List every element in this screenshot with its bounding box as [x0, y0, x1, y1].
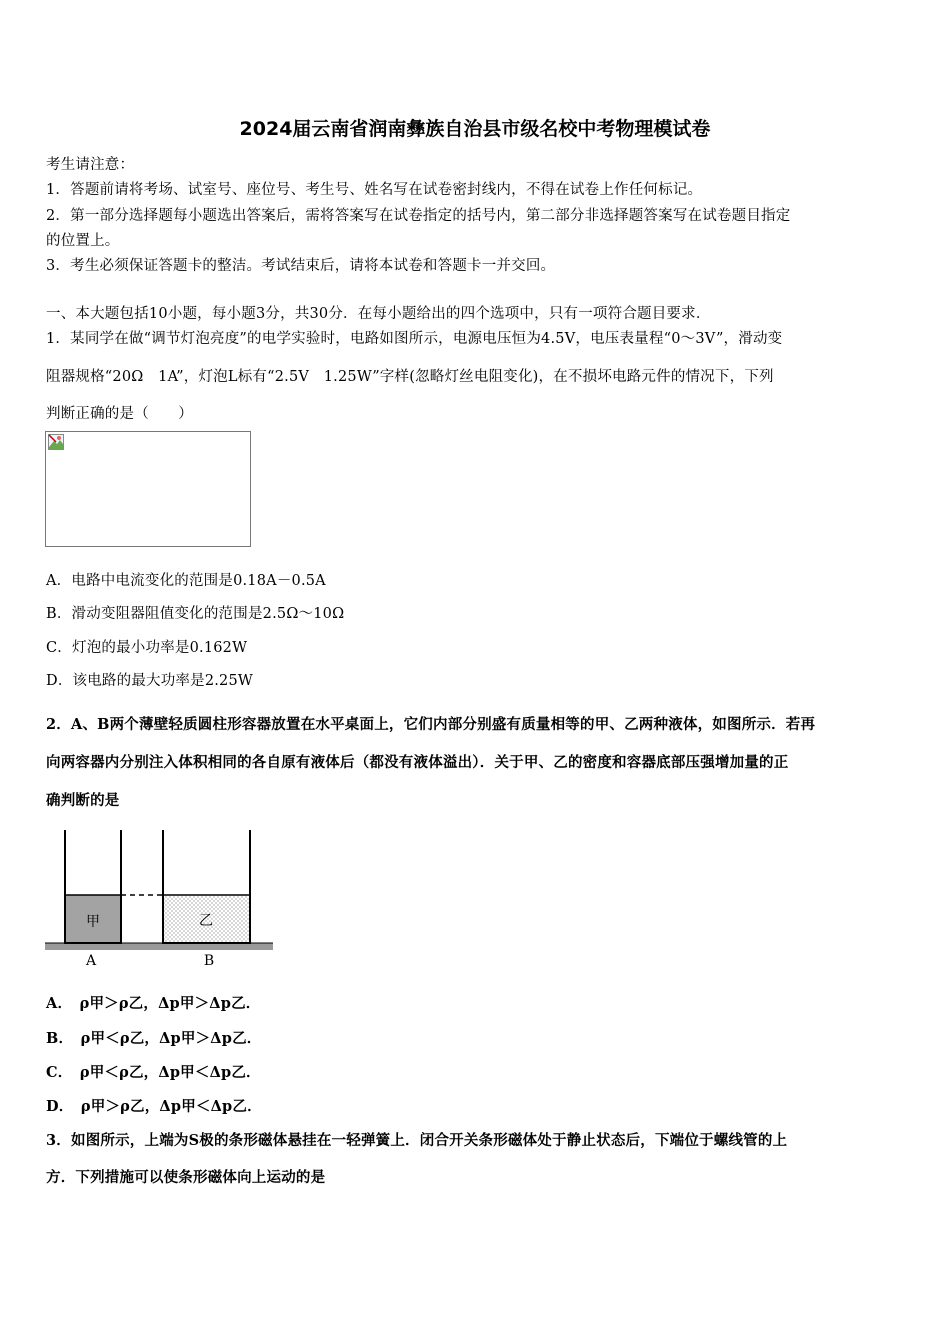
container-a-label: A — [85, 953, 97, 969]
ground-surface — [45, 943, 273, 950]
question-3-line: 方．下列措施可以使条形磁体向上运动的是 — [46, 1169, 326, 1186]
question-1-option: C．灯泡的最小功率是0.162W — [46, 640, 248, 656]
notice-item: 3．考生必须保证答题卡的整洁。考试结束后，请将本试卷和答题卡一并交回。 — [46, 258, 556, 274]
question-1-option: A．电路中电流变化的范围是0.18A－0.5A — [46, 573, 326, 589]
question-1-line: 判断正确的是（ ） — [46, 406, 193, 422]
question-1-line: 1．某同学在做“调节灯泡亮度”的电学实验时，电路如图所示，电源电压恒为4.5V，电压表量程“0～3V”，滑动变 — [46, 331, 783, 347]
question-1-line: 阻器规格“20Ω 1A”，灯泡L标有“2.5V 1.25W”字样(忽略灯丝电阻变化)，在不损坏电路元件的情况下，下列 — [46, 369, 774, 385]
liquid-b-label: 乙 — [199, 913, 213, 929]
question-2-line: 向两容器内分别注入体积相同的各自原有液体后（都没有液体溢出）．关于甲、乙的密度和容器底部压强增加量的正 — [46, 754, 789, 771]
containers-figure — [45, 828, 275, 973]
notice-item: 的位置上。 — [46, 233, 120, 249]
section-heading: 一、本大题包括10小题，每小题3分，共30分．在每小题给出的四个选项中，只有一项符合题目要求． — [46, 306, 711, 322]
question-1-option: D．该电路的最大功率是2.25W — [46, 673, 254, 689]
question-3-line: 3．如图所示，上端为S极的条形磁体悬挂在一轻弹簧上．闭合开关条形磁体处于静止状态后，下端位于螺线管的上 — [46, 1132, 788, 1149]
notice-item: 1．答题前请将考场、试室号、座位号、考生号、姓名写在试卷密封线内，不得在试卷上作任何标记。 — [46, 182, 703, 198]
notice-heading: 考生请注意： — [46, 157, 135, 173]
circuit-image-placeholder — [45, 431, 251, 547]
page-title: 2024届云南省润南彝族自治县市级名校中考物理模试卷 — [239, 118, 711, 140]
liquid-a-label: 甲 — [86, 914, 100, 930]
question-2-line: 确判断的是 — [46, 792, 120, 809]
notice-item: 2．第一部分选择题每小题选出答案后，需将答案写在试卷指定的括号内，第二部分非选择题答案写在试卷题目指定 — [46, 208, 791, 224]
question-2-option: D． ρ甲＞ρ乙，Δp甲＜Δp乙． — [46, 1098, 262, 1115]
question-2-option: A． ρ甲＞ρ乙，Δp甲＞Δp乙． — [46, 995, 261, 1012]
broken-image-icon — [48, 434, 64, 450]
question-2-line: 2．A、B两个薄壁轻质圆柱形容器放置在水平桌面上，它们内部分别盛有质量相等的甲、乙两种液体，如图所示．若再 — [46, 716, 816, 733]
container-b-label: B — [203, 953, 215, 969]
question-2-option: B． ρ甲＜ρ乙，Δp甲＞Δp乙． — [46, 1030, 262, 1047]
question-2-option: C． ρ甲＜ρ乙，Δp甲＜Δp乙． — [46, 1064, 261, 1081]
question-1-option: B．滑动变阻器阻值变化的范围是2.5Ω～10Ω — [46, 606, 345, 622]
